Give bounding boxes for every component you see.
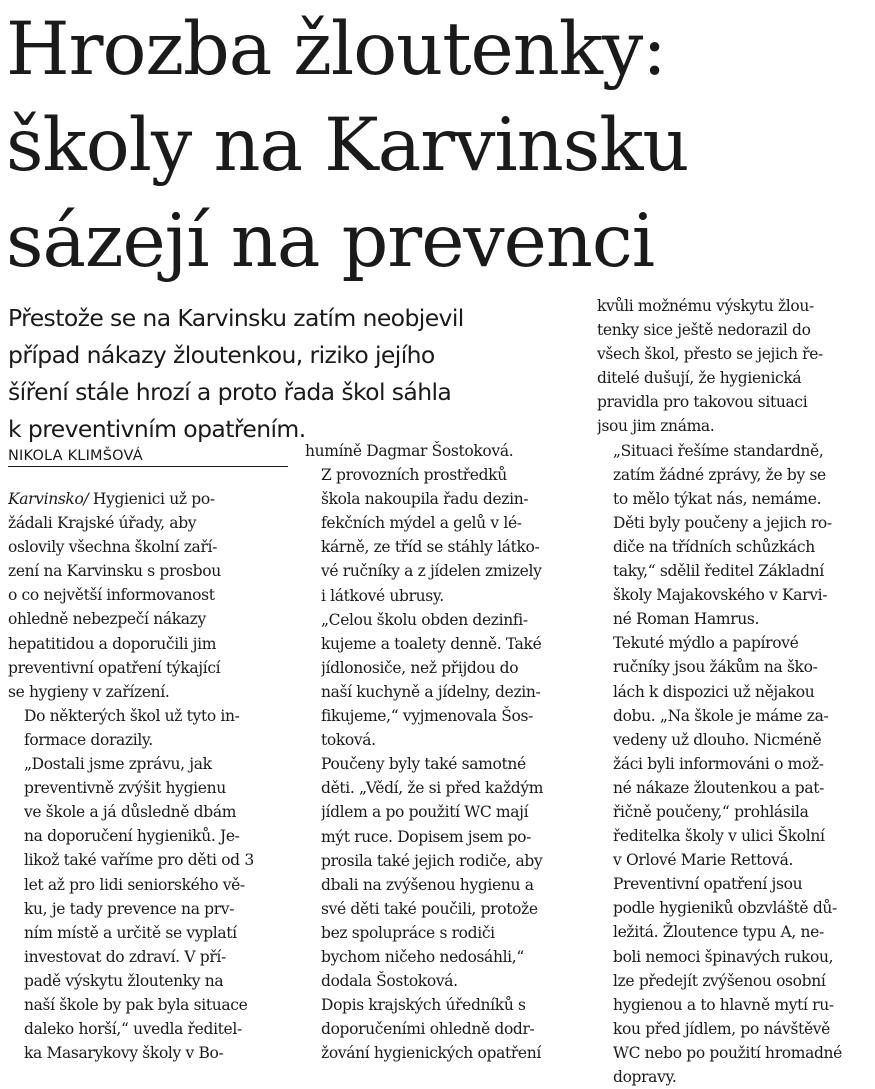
text-line bbox=[321, 511, 585, 535]
text-line bbox=[321, 680, 585, 704]
text-line-content: dobu. „Na škole je máme za- bbox=[613, 706, 829, 725]
paragraph bbox=[305, 608, 585, 753]
text-line bbox=[321, 608, 585, 632]
text-line-content: „Celou školu obden dezinfi- bbox=[321, 610, 528, 629]
text-line bbox=[8, 656, 290, 680]
text-line-content: tenky sice ještě nedorazil do bbox=[597, 321, 811, 340]
text-line bbox=[613, 800, 872, 824]
text-line bbox=[613, 607, 872, 631]
lead-line: šíření stále hrozí a proto řada škol sáhla bbox=[8, 378, 452, 406]
text-line bbox=[613, 776, 872, 800]
text-line-content: všech škol, přesto se jejich ře- bbox=[597, 345, 823, 364]
text-line-content: kou před jídlem, po návštěvě bbox=[613, 1019, 831, 1038]
text-line bbox=[24, 969, 290, 993]
text-line bbox=[613, 920, 872, 944]
lead-paragraph bbox=[8, 300, 583, 448]
text-line bbox=[8, 511, 290, 535]
text-line-content: své děti také poučili, protože bbox=[321, 899, 538, 918]
text-line-content: ditelé dušují, že hygienická bbox=[597, 369, 802, 388]
text-line bbox=[321, 897, 585, 921]
text-line bbox=[8, 559, 290, 583]
text-line-content: formace dorazily. bbox=[24, 730, 153, 749]
text-line-content: děti. „Vědí, že si před každým bbox=[321, 779, 544, 798]
text-line-content: naší škole by pak byla situace bbox=[24, 995, 248, 1014]
text-line bbox=[597, 366, 872, 390]
text-line-content: jídlonosiče, než přijdou do bbox=[321, 658, 519, 677]
text-line bbox=[613, 463, 872, 487]
text-line bbox=[24, 704, 290, 728]
text-line-content: prosila také jejich rodiče, aby bbox=[321, 851, 543, 870]
text-line-content: kvůli možnému výskytu žlou- bbox=[597, 297, 814, 315]
text-line-content: mýt ruce. Dopisem jsem po- bbox=[321, 827, 532, 846]
text-line bbox=[613, 824, 872, 848]
text-line bbox=[321, 945, 585, 969]
paragraph bbox=[597, 631, 872, 872]
text-line bbox=[613, 1065, 872, 1089]
text-line-content: padě výskytu žloutenky na bbox=[24, 971, 224, 990]
text-line bbox=[24, 921, 290, 945]
headline bbox=[6, 2, 866, 290]
author-byline: NIKOLA KLIMŠOVÁ bbox=[8, 448, 288, 467]
text-line-content: to mělo týkat nás, nemáme. bbox=[613, 489, 822, 508]
text-line-content: Dopis krajských úředníků s bbox=[321, 996, 526, 1015]
text-line bbox=[613, 511, 872, 535]
text-line-content: Preventivní opatření jsou bbox=[613, 875, 803, 894]
text-line-content: v Orlové Marie Rettová. bbox=[613, 851, 794, 870]
text-line-content: Děti byly poučeny a jejich ro- bbox=[613, 513, 832, 532]
text-line-content: žování hygienických opatření bbox=[321, 1044, 541, 1063]
headline-line: sázejí na prevenci bbox=[6, 199, 655, 284]
text-line bbox=[321, 776, 585, 800]
text-line-content: zatím žádné zprávy, že by se bbox=[613, 465, 826, 484]
text-line-content: Hygienici už po- bbox=[88, 490, 215, 508]
text-line bbox=[24, 897, 290, 921]
paragraph bbox=[597, 439, 872, 632]
text-line bbox=[613, 680, 872, 704]
text-line-content: bez spolupráce s rodiči bbox=[321, 923, 495, 942]
text-line bbox=[613, 728, 872, 752]
text-line bbox=[613, 583, 872, 607]
text-line bbox=[613, 945, 872, 969]
text-line-content: Tekuté mýdlo a papírové bbox=[613, 634, 799, 653]
paragraph bbox=[8, 752, 290, 1065]
paragraph bbox=[305, 752, 585, 993]
text-line bbox=[24, 776, 290, 800]
text-line-content: fekčních mýdel a gelů v lé- bbox=[321, 514, 522, 533]
text-line-content: dodala Šostoková. bbox=[321, 972, 458, 991]
text-line bbox=[613, 559, 872, 583]
text-line-content: pravidla pro takovou situaci bbox=[597, 393, 808, 412]
text-line-content: ve škole a já důsledně dbám bbox=[24, 803, 237, 822]
text-line-content: fikujeme,“ vyjmenovala Šos- bbox=[321, 707, 534, 726]
text-line-content: jídlem a po použití WC mají bbox=[321, 803, 529, 822]
text-line-content: naší kuchyně a jídelny, dezin- bbox=[321, 682, 541, 701]
paragraph bbox=[8, 487, 290, 704]
text-line-content: WC nebo po použití hromadné bbox=[613, 1043, 842, 1062]
text-line bbox=[321, 969, 585, 993]
text-line-content: kárně, ze tříd se stáhly látko- bbox=[321, 538, 540, 557]
text-line bbox=[613, 1041, 872, 1065]
text-line bbox=[321, 656, 585, 680]
text-line bbox=[8, 607, 290, 631]
lead-line: Přestože se na Karvinsku zatím neobjevil bbox=[8, 304, 464, 332]
text-line-content: né nákaze žloutenkou a pat- bbox=[613, 778, 825, 797]
text-line-content: na doporučení hygieniků. Je- bbox=[24, 827, 240, 846]
text-line-content: ručníky jsou žákům na ško- bbox=[613, 658, 818, 677]
text-line bbox=[24, 752, 290, 776]
article-column-1 bbox=[8, 487, 290, 1065]
text-line bbox=[8, 632, 290, 656]
text-line-content: škola nakoupila řadu dezin- bbox=[321, 490, 529, 509]
paragraph bbox=[8, 704, 290, 752]
text-line-content: lách k dispozici už nějakou bbox=[613, 682, 815, 701]
text-line-content: preventivní opatření týkající bbox=[8, 658, 221, 677]
paragraph bbox=[597, 294, 872, 439]
text-line-content: toková. bbox=[321, 731, 376, 750]
text-line bbox=[24, 800, 290, 824]
headline-line: školy na Karvinsku bbox=[6, 103, 689, 188]
text-line bbox=[321, 825, 585, 849]
text-line bbox=[613, 704, 872, 728]
text-line bbox=[597, 390, 872, 414]
text-line bbox=[597, 318, 872, 342]
lead-line: k preventivním opatřením. bbox=[8, 415, 306, 443]
text-line bbox=[321, 704, 585, 728]
text-line bbox=[613, 655, 872, 679]
text-line bbox=[8, 680, 290, 704]
text-line-content: ním místě a určitě se vyplatí bbox=[24, 923, 237, 942]
text-line-content: ohledně nebezpečí nákazy bbox=[8, 610, 206, 629]
text-line bbox=[613, 993, 872, 1017]
text-line bbox=[321, 1041, 585, 1065]
text-line-content: boli nemoci špinavých rukou, bbox=[613, 947, 834, 966]
text-line bbox=[321, 800, 585, 824]
text-line-content: doporučeními ohledně dodr- bbox=[321, 1020, 535, 1039]
text-line bbox=[613, 487, 872, 511]
text-line bbox=[613, 896, 872, 920]
text-line-content: hepatitidou a doporučili jim bbox=[8, 634, 217, 653]
text-line bbox=[597, 342, 872, 366]
text-line-content: preventivně zvýšit hygienu bbox=[24, 779, 226, 798]
text-line-content: o co největší informovanost bbox=[8, 586, 215, 605]
lead-line: případ nákazy žloutenkou, riziko jejího bbox=[8, 341, 435, 369]
text-line bbox=[321, 535, 585, 559]
text-line bbox=[321, 993, 585, 1017]
text-line bbox=[597, 294, 872, 318]
text-line bbox=[24, 993, 290, 1017]
text-line-content: Do některých škol už tyto in- bbox=[24, 706, 240, 725]
text-line-content: žádali Krajské úřady, aby bbox=[8, 514, 197, 533]
text-line-content: jsou jim známa. bbox=[597, 417, 715, 436]
text-line-content: vedeny už dlouho. Nicméně bbox=[613, 730, 822, 749]
text-line-content: bychom ničeho nedosáhli,“ bbox=[321, 947, 524, 966]
text-line-content: vé ručníky a z jídelen zmizely bbox=[321, 562, 542, 581]
text-line bbox=[321, 559, 585, 583]
text-line bbox=[321, 728, 585, 752]
text-line-content: lze předejít zvýšenou osobní bbox=[613, 971, 826, 990]
text-line-content: ředitelka školy v ulici Školní bbox=[613, 827, 825, 846]
text-line bbox=[613, 848, 872, 872]
text-line-content: humíně Dagmar Šostoková. bbox=[305, 442, 514, 460]
text-line bbox=[613, 631, 872, 655]
text-line bbox=[613, 439, 872, 463]
text-line-content: né Roman Hamrus. bbox=[613, 610, 760, 629]
text-line bbox=[321, 487, 585, 511]
text-line-content: řičně poučeny,“ prohlásila bbox=[613, 802, 809, 821]
text-line bbox=[24, 1041, 290, 1065]
text-line-content: žáci byli informováni o mož- bbox=[613, 754, 824, 773]
text-line-content: Poučeny byly také samotné bbox=[321, 755, 526, 774]
text-line-content: let až pro lidi seniorského vě- bbox=[24, 875, 245, 894]
text-line bbox=[8, 583, 290, 607]
text-line-content: „Situaci řešíme standardně, bbox=[613, 441, 824, 460]
article-column-3 bbox=[597, 294, 872, 1089]
text-line bbox=[24, 824, 290, 848]
text-line bbox=[24, 945, 290, 969]
text-line bbox=[597, 414, 872, 438]
article-column-2 bbox=[305, 439, 585, 1065]
paragraph bbox=[305, 463, 585, 608]
text-line bbox=[24, 1017, 290, 1041]
text-line bbox=[321, 873, 585, 897]
text-line bbox=[321, 752, 585, 776]
text-line-content: hygienou a to hlavně mytí ru- bbox=[613, 995, 834, 1014]
text-line-content: dopravy. bbox=[613, 1068, 677, 1086]
text-line-content: Z provozních prostředků bbox=[321, 466, 507, 485]
text-line-content: zení na Karvinsku s prosbou bbox=[8, 562, 221, 581]
text-line bbox=[24, 848, 290, 872]
text-line-content: ležitá. Žloutence typu A, ne- bbox=[613, 923, 824, 942]
paragraph bbox=[597, 872, 872, 1089]
text-line bbox=[8, 535, 290, 559]
text-line-content: školy Majakovského v Karvi- bbox=[613, 586, 828, 605]
text-line-content: „Dostali jsme zprávu, jak bbox=[24, 755, 212, 774]
dateline-place: Karvinsko/ bbox=[8, 490, 89, 508]
text-line-content: ku, je tady prevence na prv- bbox=[24, 899, 235, 918]
text-line-content: investovat do zdraví. V pří- bbox=[24, 947, 226, 966]
paragraph bbox=[305, 993, 585, 1065]
text-line bbox=[24, 728, 290, 752]
text-line-content: likož také vaříme pro děti od 3 bbox=[24, 851, 254, 870]
text-line bbox=[321, 1017, 585, 1041]
text-line bbox=[613, 1017, 872, 1041]
text-line-content: dbali na zvýšenou hygienu a bbox=[321, 875, 534, 894]
text-line bbox=[613, 969, 872, 993]
text-line-content: ka Masarykovy školy v Bo- bbox=[24, 1044, 224, 1063]
text-line-content: diče na třídních schůzkách bbox=[613, 537, 815, 556]
text-line bbox=[613, 535, 872, 559]
text-line-content: kujeme a toalety denně. Také bbox=[321, 634, 542, 653]
text-line-content: se hygieny v zařízení. bbox=[8, 682, 170, 701]
text-line-content: podle hygieniků obzvláště dů- bbox=[613, 899, 837, 918]
text-line bbox=[321, 463, 585, 487]
text-line bbox=[24, 873, 290, 897]
paragraph bbox=[305, 439, 585, 463]
text-line bbox=[321, 632, 585, 656]
text-line bbox=[613, 752, 872, 776]
text-line bbox=[613, 872, 872, 896]
text-line-content: daleko horší,“ uvedla ředitel- bbox=[24, 1020, 242, 1039]
text-line bbox=[8, 487, 290, 511]
text-line-content: i látkové ubrusy. bbox=[321, 586, 444, 605]
text-line bbox=[321, 921, 585, 945]
text-line bbox=[321, 849, 585, 873]
text-line bbox=[305, 439, 585, 463]
text-line-content: oslovily všechna školní zaří- bbox=[8, 538, 217, 557]
headline-line: Hrozba žloutenky: bbox=[6, 7, 666, 92]
text-line bbox=[321, 584, 585, 608]
text-line-content: taky,“ sdělil ředitel Základní bbox=[613, 562, 824, 581]
